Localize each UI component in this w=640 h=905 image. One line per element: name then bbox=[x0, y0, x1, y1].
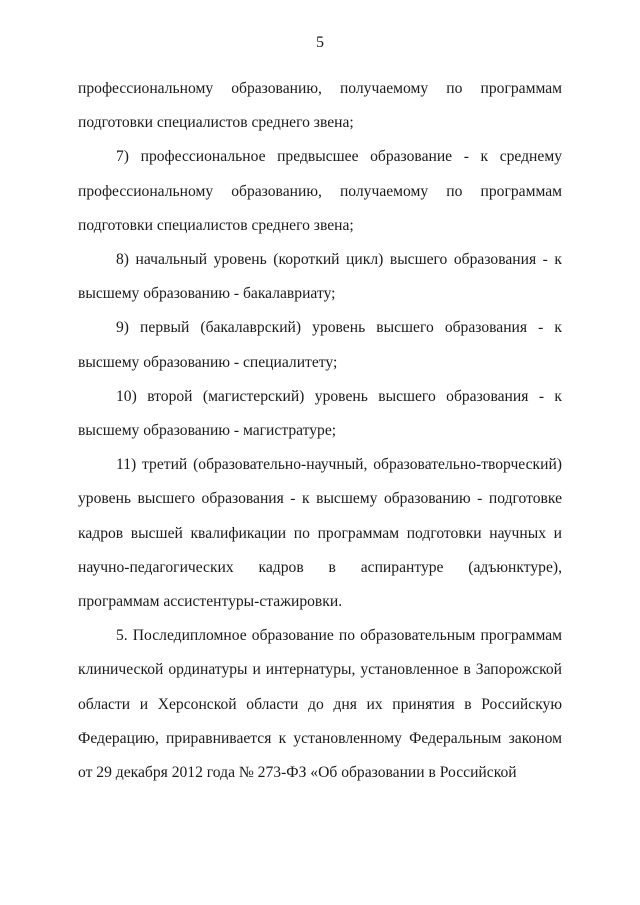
document-body bbox=[78, 72, 562, 790]
paragraph-item-8: 8) начальный уровень (короткий цикл) высшего образования - к высшему образованию - бакалавриату; bbox=[78, 251, 562, 303]
paragraph-item-10: 10) второй (магистерский) уровень высшего образования - к высшему образованию - магистратуре; bbox=[78, 387, 562, 440]
paragraph-continuation: профессиональному образованию, получаемому по программам подготовки специалистов среднего звена; bbox=[78, 80, 562, 132]
paragraph-item-11: 11) третий (образовательно-научный, образовательно-творческий) уровень высшего образования - к высшему образованию - подготовке кадров высшей квалификации по программам подготовки научных и научно-педагогических кадров в аспирантуре (адъюнктуре), программам ассистентуры-стажировки. bbox=[78, 456, 562, 611]
paragraph-section-5: 5. Последипломное образование по образовательным программам клинической ординатуры и интернатуры, установленное в Запорожской области и Херсонской области до дня их принятия в Российскую Федерацию, приравнивается к установленному Федеральным законом от 29 декабря 2012 года № 273-ФЗ «Об образовании в Российской bbox=[78, 627, 562, 782]
paragraph-item-9: 9) первый (бакалаврский) уровень высшего образования - к высшему образованию - специалитету; bbox=[78, 319, 562, 371]
page-number: 5 bbox=[316, 34, 324, 51]
paragraph-item-7: 7) профессиональное предвысшее образование - к среднему профессиональному образованию, получаемому по программам подготовки специалистов среднего звена; bbox=[78, 148, 562, 234]
